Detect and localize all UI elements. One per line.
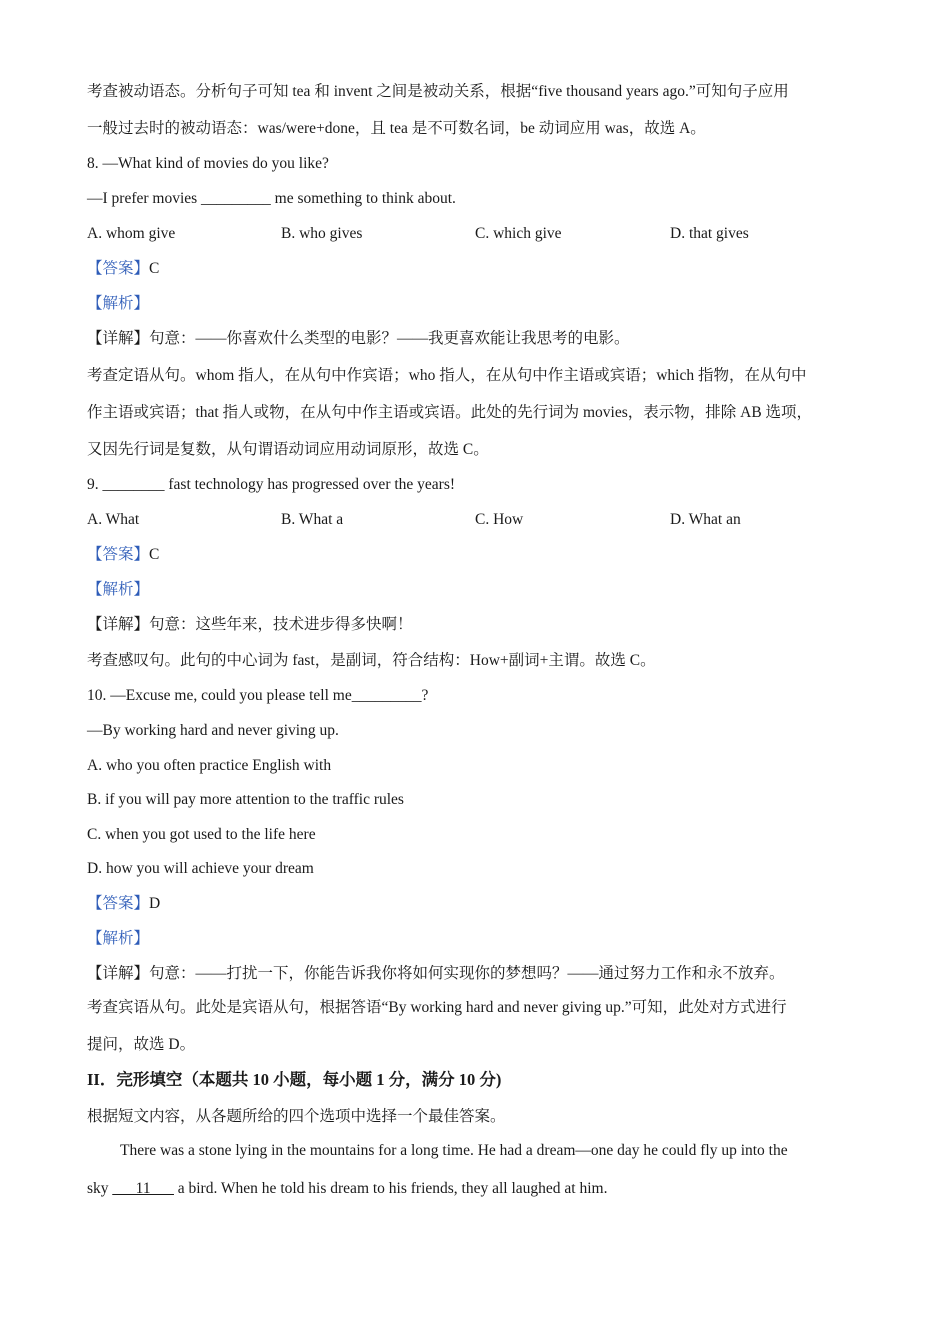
section-heading: II．完形填空（本题共 10 小题，每小题 1 分，满分 10 分) bbox=[87, 1070, 502, 1089]
answer-tag: 【答案】 bbox=[87, 546, 150, 563]
text-line: 一般过去时的被动语态：was/were+done，且 tea 是不可数名词，be 动词应用 was，故选 A。 bbox=[87, 120, 706, 137]
text-line: 作主语或宾语；that 指人或物，在从句中作主语或宾语。此处的先行词为 movies，表示物，排除 AB 选项， bbox=[87, 404, 813, 421]
q9-option-d: D. What an bbox=[670, 511, 741, 528]
analysis-label: 【解析】 bbox=[87, 930, 150, 947]
text-line: 又因先行词是复数，从句谓语动词应用动词原形，故选 C。 bbox=[87, 441, 489, 458]
passage-line: There was a stone lying in the mountains for a long time. He had a dream—one day he could fly up into the bbox=[120, 1142, 788, 1159]
text-line: 考查被动语态。分析句子可知 tea 和 invent 之间是被动关系，根据“five thousand years ago.”可知句子应用 bbox=[87, 83, 789, 100]
text-line: 考查感叹句。此句的中心词为 fast，是副词，符合结构：How+副词+主谓。故选 C。 bbox=[87, 652, 656, 669]
answer-value: C bbox=[149, 260, 160, 277]
section-instruction: 根据短文内容，从各题所给的四个选项中选择一个最佳答案。 bbox=[87, 1108, 506, 1125]
analysis-label: 【解析】 bbox=[87, 581, 150, 598]
analysis-label: 【解析】 bbox=[87, 295, 150, 312]
q10-option-c: C. when you got used to the life here bbox=[87, 826, 316, 843]
passage-line bbox=[87, 1179, 607, 1199]
detail-explanation: 【详解】句意：——你喜欢什么类型的电影？——我更喜欢能让我思考的电影。 bbox=[87, 330, 630, 347]
answer-value: C bbox=[149, 546, 160, 563]
question-10-stem: 10. —Excuse me, could you please tell me_________? bbox=[87, 687, 429, 704]
answer-label bbox=[87, 545, 159, 565]
question-8-line: —I prefer movies _________ me something to think about. bbox=[87, 190, 456, 207]
q8-option-d: D. that gives bbox=[670, 225, 749, 242]
detail-explanation: 【详解】句意：——打扰一下，你能告诉我你将如何实现你的梦想吗？——通过努力工作和永不放弃。 bbox=[87, 965, 785, 982]
q8-option-a: A. whom give bbox=[87, 225, 176, 242]
passage-text: a bird. When he told his dream to his friends, they all laughed at him. bbox=[177, 1180, 608, 1197]
answer-label bbox=[87, 259, 159, 279]
q9-option-c: C. How bbox=[475, 511, 524, 528]
answer-tag: 【答案】 bbox=[87, 895, 150, 912]
question-9-stem: 9. ________ fast technology has progressed over the years! bbox=[87, 476, 456, 493]
answer-label bbox=[87, 894, 160, 914]
passage-text: sky bbox=[87, 1180, 109, 1197]
question-8-stem: 8. —What kind of movies do you like? bbox=[87, 155, 329, 172]
q9-option-b: B. What a bbox=[281, 511, 344, 528]
answer-tag: 【答案】 bbox=[87, 260, 150, 277]
q8-option-b: B. who gives bbox=[281, 225, 363, 242]
q10-option-b: B. if you will pay more attention to the traffic rules bbox=[87, 791, 404, 808]
q10-option-d: D. how you will achieve your dream bbox=[87, 860, 314, 877]
q10-option-a: A. who you often practice English with bbox=[87, 757, 332, 774]
detail-explanation: 【详解】句意：这些年来，技术进步得多快啊！ bbox=[87, 616, 413, 633]
blank-11: ___11___ bbox=[112, 1180, 174, 1197]
text-line: 考查定语从句。whom 指人，在从句中作宾语；who 指人，在从句中作主语或宾语；which 指物，在从句中 bbox=[87, 367, 807, 384]
q9-option-a: A. What bbox=[87, 511, 140, 528]
question-10-line: —By working hard and never giving up. bbox=[87, 722, 339, 739]
text-line: 考查宾语从句。此处是宾语从句，根据答语“By working hard and never giving up.”可知，此处对方式进行 bbox=[87, 999, 787, 1016]
q8-option-c: C. which give bbox=[475, 225, 562, 242]
answer-value: D bbox=[149, 895, 161, 912]
text-line: 提问，故选 D。 bbox=[87, 1036, 196, 1053]
